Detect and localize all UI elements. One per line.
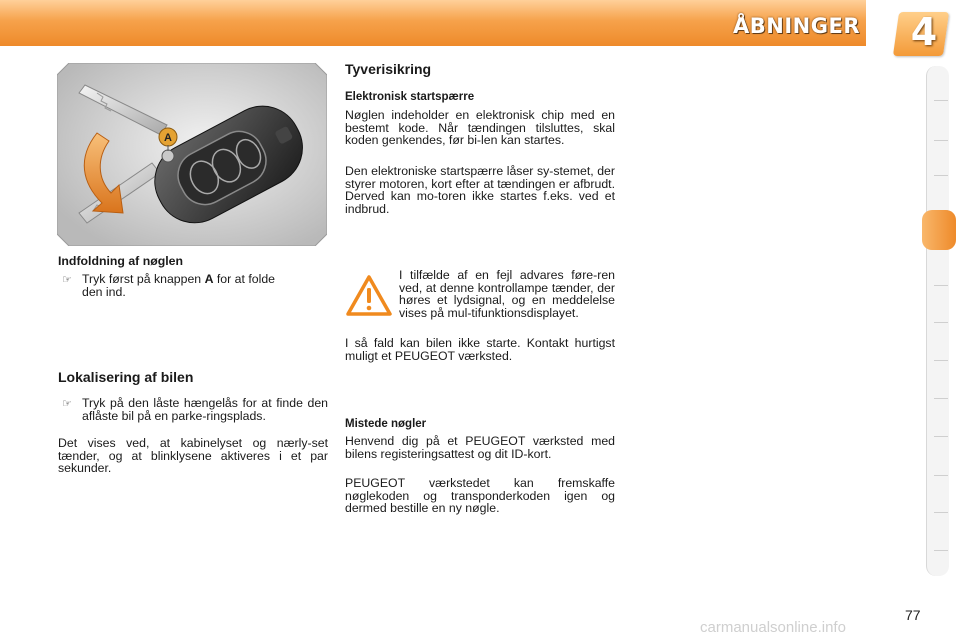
- lost-keys-heading: Mistede nøgler: [345, 418, 427, 430]
- immobiliser-para-2: Den elektroniske startspærre låser sy-stemet, der styrer motoren, kort efter at tændingen er afbrudt. Derved kan mo-toren ikke startes f.eks. ved et indbrud.: [345, 164, 615, 216]
- pointing-hand-icon: ☞: [62, 398, 72, 410]
- side-tab-divider: [934, 550, 948, 551]
- side-tab-divider: [934, 100, 948, 101]
- locate-description: Det vises ved, at kabinelyset og nærly-set tænder, og at blinklysene aktiveres i et par sekunder.: [58, 436, 328, 476]
- side-tab-divider: [934, 175, 948, 176]
- key-fold-illustration: [57, 63, 327, 246]
- fold-button-letter: A: [204, 272, 214, 286]
- immobiliser-heading: Elektronisk startspærre: [345, 91, 475, 103]
- side-tab-active-chapter[interactable]: [922, 210, 956, 250]
- lost-keys-para-2: PEUGEOT værkstedet kan fremskaffe nøglekoden og transponderkoden igen og dermed bestille en ny nøgle.: [345, 476, 615, 516]
- chapter-number: 4: [910, 10, 938, 54]
- button-a-label: A: [164, 132, 172, 144]
- side-tab-divider: [934, 398, 948, 399]
- fold-text-line2: den ind.: [82, 284, 126, 299]
- warning-triangle-icon: [346, 275, 392, 317]
- pointing-hand-icon: ☞: [62, 274, 72, 286]
- section-heading: Tyverisikring: [345, 61, 432, 77]
- chapter-side-tabs: [926, 66, 949, 576]
- side-tab-divider: [934, 475, 948, 476]
- side-tab-divider: [934, 512, 948, 513]
- warning-text: I tilfælde af en fejl advares føre-ren ved, at denne kontrollampe tænder, der høres et lydsignal, og en meddelelse vises på mul-tifunktionsdisplayet.: [399, 268, 615, 320]
- lost-keys-para-1: Henvend dig på et PEUGEOT værksted med bilens registeringsattest og dit ID-kort.: [345, 434, 615, 461]
- page-number: 77: [905, 607, 921, 623]
- immobiliser-para-1: Nøglen indeholder en elektronisk chip med en bestemt kode. Når tændingen tilsluttes, skal koden genkendes, før bi-len kan startes.: [345, 108, 615, 148]
- page-title: ÅBNINGER: [733, 14, 860, 38]
- side-tab-divider: [934, 322, 948, 323]
- side-tab-divider: [934, 285, 948, 286]
- side-tab-divider: [934, 140, 948, 141]
- locate-instruction: Tryk på den låste hængelås for at finde den aflåste bil på en parke-ringsplads.: [82, 396, 328, 423]
- fold-instruction: [82, 273, 328, 298]
- locate-heading: Lokalisering af bilen: [58, 369, 194, 385]
- warning-followup: I så fald kan bilen ikke starte. Kontakt hurtigst muligt et PEUGEOT værksted.: [345, 336, 615, 363]
- side-tab-divider: [934, 436, 948, 437]
- fold-text-after: for at folde: [216, 272, 275, 286]
- fold-heading: Indfoldning af nøglen: [58, 254, 183, 268]
- side-tab-divider: [934, 360, 948, 361]
- fold-text-before: Tryk først på knappen: [82, 272, 202, 286]
- watermark: carmanualsonline.info: [700, 619, 846, 636]
